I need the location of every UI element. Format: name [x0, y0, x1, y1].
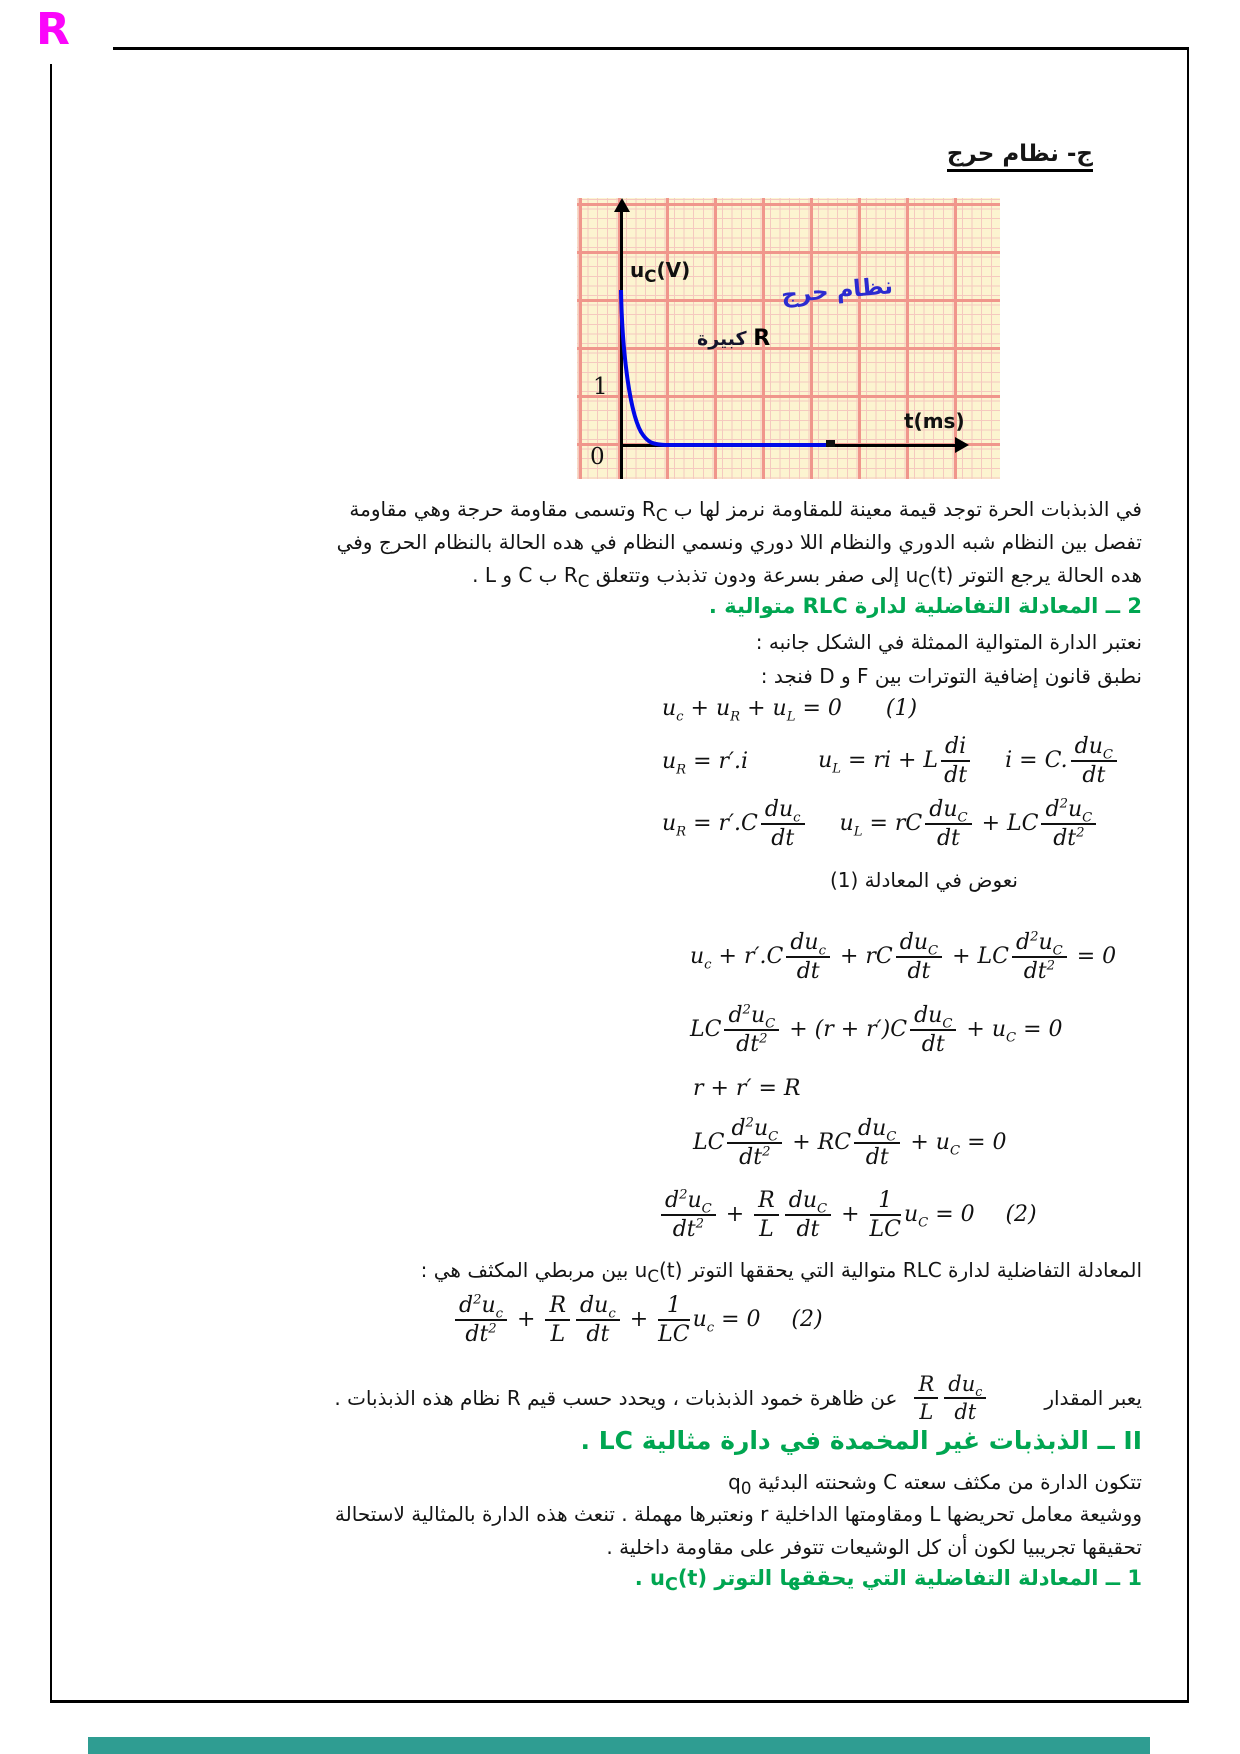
consider-line: نعتبر الدارة المتوالية الممثلة في الشكل جانبه :	[755, 630, 1142, 654]
equation-ul2: $u_L$ = rC $\frac{du_C}{dt}$ + LC $\frac{d^2u_C}{dt^2}$	[840, 797, 1100, 851]
resistance-desc: كبيرة	[697, 328, 747, 350]
lc-line-2: ووشيعة معامل تحريضها L ومقاومتها الداخلية r ونعتبرها مهملة . تنعث هذه الدارة بالمثالية لاستحالة	[334, 1502, 1142, 1526]
equation-2: $\frac{d^2u_C}{dt^2}$ + $\frac{R}{L}$ $\frac{du_C}{dt}$ + $\frac{1}{LC}$ $u_C = 0$ (2)	[658, 1188, 1037, 1242]
kirchhoff-line: نطبق قانون إضافية التوترات بين F و D فنجد :	[760, 664, 1142, 688]
curve-end-tick	[826, 440, 835, 447]
page-border-bottom	[50, 1700, 1189, 1703]
uc-decay-graph	[577, 198, 1000, 479]
section-2-heading: 2 ــ المعادلة التفاضلية لدارة RLC متوالية .	[708, 594, 1142, 618]
equation-row-ur-ul-i	[662, 734, 1120, 788]
y-label-symbol: u	[630, 258, 645, 282]
page-title: ج- نظام حرج	[947, 141, 1093, 172]
y-label-subscript: C	[644, 267, 657, 286]
symbol-uct: $u_C(t)$	[905, 563, 954, 591]
y-label-unit: (V)	[656, 258, 691, 282]
symbol-q0: $q_0$	[728, 1470, 752, 1498]
equation-c: r + r′ = R	[693, 1076, 801, 1101]
rlc-series-line: المعادلة التفاضلية لدارة RLC متوالية التي يحققها التوتر $u_C(t)$ بين مربطي المكثف هي :	[420, 1258, 1142, 1286]
top-rule	[113, 47, 1188, 50]
footer-bar	[88, 1737, 1150, 1754]
site-logo-r: R	[36, 4, 70, 55]
equation-row-ur2-ul2	[662, 797, 1099, 851]
regime-annotation: نظام حرج	[780, 273, 894, 309]
resistance-annotation	[697, 326, 770, 351]
y-tick-1: 1	[593, 374, 608, 400]
equation-ur2: $u_R = r'.C$ $\frac{du_c}{dt}$	[662, 797, 808, 851]
symbol-uct: $u_C(t)$	[634, 1258, 683, 1286]
decay-curve	[577, 198, 1000, 479]
equation-i: i = C. $\frac{du_C}{dt}$	[1005, 734, 1120, 788]
origin-label: 0	[590, 444, 605, 470]
intro-line-1: في الذبذبات الحرة توجد قيمة معينة للمقاومة نرمز لها ب $R_C$ وتسمى مقاومة حرجة وهي مقاومة	[349, 497, 1142, 525]
symbol-rc: $R_C$	[641, 497, 668, 525]
equation-ul: $u_L$ = ri + L $\frac{di}{dt}$	[818, 734, 973, 788]
symbol-uct: $u_C(t)$	[650, 1566, 708, 1596]
intro-line-3: هده الحالة يرجع التوتر $u_C(t)$ إلى صفر بسرعة ودون تذبذب وتتعلق $R_C$ ب C و L .	[472, 563, 1142, 591]
symbol-rc: $R_C$	[563, 563, 590, 591]
equation-1: $u_c + u_R + u_L = 0$ (1)	[662, 696, 918, 725]
resistance-symbol: R	[753, 326, 771, 351]
page-border-right	[1187, 47, 1189, 1702]
damping-fraction: $\frac{R}{L}$ $\frac{du_c}{dt}$	[911, 1372, 989, 1424]
damping-line: يعبر المقدار $\frac{R}{L}$ $\frac{du_c}{dt}$ عن ظاهرة خمود الذبذبات ، ويحدد حسب قيم R نظام هذه الذبذبات .	[334, 1372, 1142, 1424]
equation-d: LC $\frac{d^2u_C}{dt^2}$ + RC $\frac{du_C}{dt}$ + $u_C = 0$	[693, 1115, 1007, 1170]
page-border-left	[50, 64, 52, 1702]
equation-2-repeat: $\frac{d^2u_c}{dt^2}$ + $\frac{R}{L}$ $\frac{du_c}{dt}$ + $\frac{1}{LC}$ $u_c = 0$ (2)	[452, 1293, 823, 1347]
section-1-sub-heading: 1 ــ المعادلة التفاضلية التي يحققها التوتر $u_C(t)$ .	[634, 1566, 1142, 1596]
equation-a: $u_c + r'.C$ $\frac{du_c}{dt}$ + rC $\frac{du_C}{dt}$ + LC $\frac{d^2u_C}{dt^2}$ = 0	[690, 929, 1117, 984]
y-axis-label	[630, 258, 691, 286]
lc-line-1: تتكون الدارة من مكثف سعته C وشحنته البدئية $q_0$	[728, 1470, 1142, 1498]
section-ii-heading: II ــ الذبذبات غير المخمدة في دارة مثالية LC .	[580, 1426, 1142, 1455]
equation-ur: $u_R = r'.i$	[662, 748, 749, 777]
x-axis-label: t(ms)	[904, 409, 965, 433]
intro-line-2: تفصل بين النظام شبه الدوري والنظام اللا دوري ونسمي النظام في هده الحالة بالنظام الحرج وفي	[336, 530, 1142, 554]
equation-b: LC $\frac{d^2u_C}{dt^2}$ + (r + r′)C $\frac{du_C}{dt}$ + $u_C = 0$	[690, 1002, 1063, 1057]
lc-line-3: تحقيقها تجريبيا لكون أن كل الوشيعات تتوفر على مقاومة داخلية .	[606, 1535, 1142, 1559]
substitute-line: نعوض في المعادلة (1)	[829, 868, 1018, 892]
